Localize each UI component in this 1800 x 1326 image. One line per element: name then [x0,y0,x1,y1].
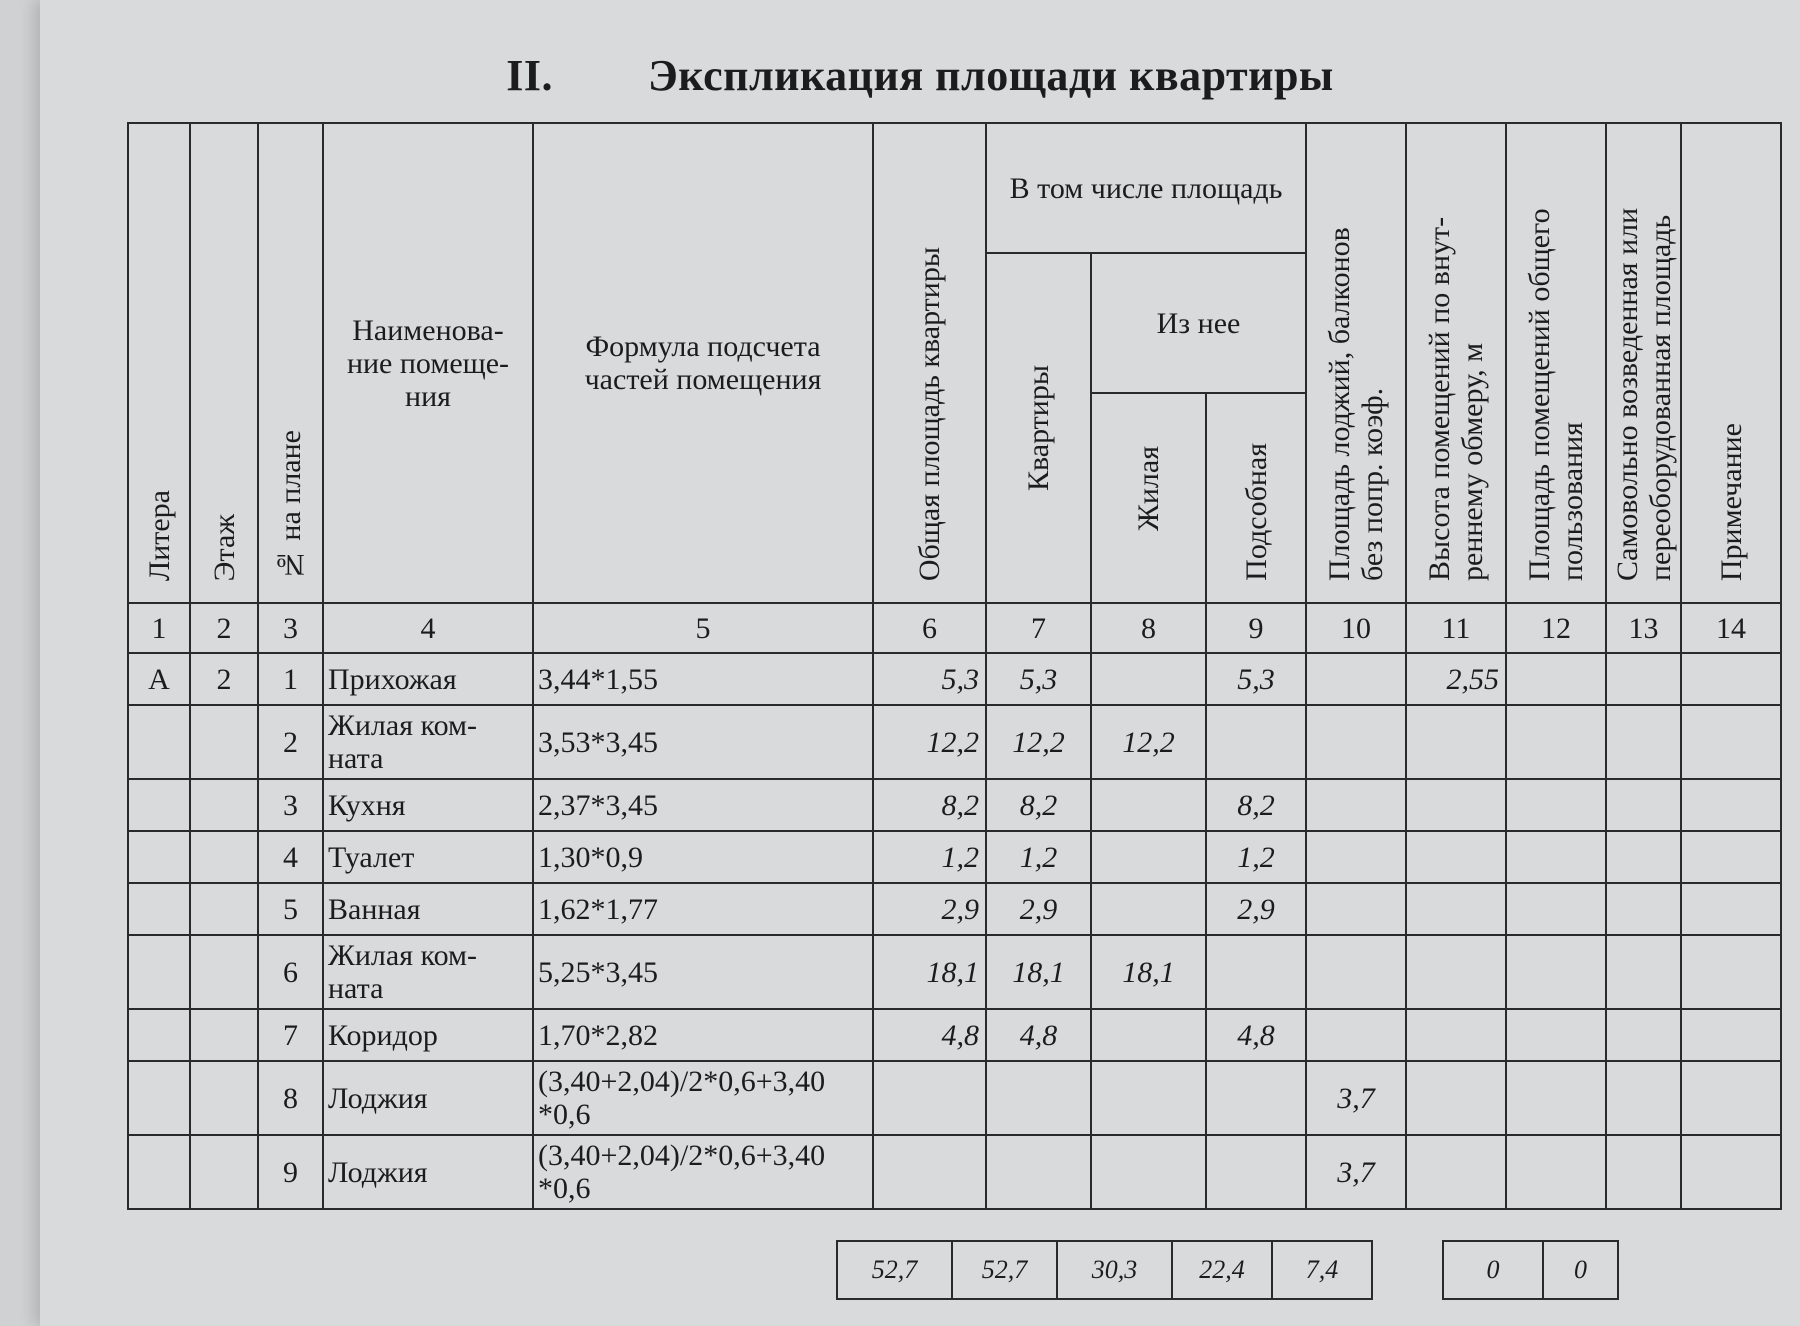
cell-samovolno [1606,1009,1681,1061]
cell-kvartiry: 4,8 [986,1009,1091,1061]
cell-kvartiry [986,1061,1091,1135]
cell-samovolno [1606,1135,1681,1209]
cell-zhilaya [1091,1135,1206,1209]
cell-samovolno [1606,653,1681,705]
col-number: 9 [1206,603,1306,653]
cell-room-name: Ванная [323,883,533,935]
table-row [128,653,1781,705]
cell-vysota [1406,779,1506,831]
header-vtom: В том числе площадь [986,123,1306,253]
table-row [128,779,1781,831]
cell-room-name: Кухня [323,779,533,831]
cell-podsobnaya [1206,1061,1306,1135]
cell-obshego [1506,1061,1606,1135]
cell-primechanie [1681,831,1781,883]
cell-total-area: 5,3 [873,653,986,705]
page-title [40,50,1800,101]
cell-no: 6 [258,935,323,1009]
cell-zhilaya [1091,831,1206,883]
cell-kvartiry [986,1135,1091,1209]
header-iznee: Из нее [1091,253,1306,393]
cell-etazh [190,883,258,935]
table-row [128,935,1781,1009]
cell-no: 2 [258,705,323,779]
table-row [128,705,1781,779]
cell-podsobnaya: 8,2 [1206,779,1306,831]
cell-samovolno [1606,779,1681,831]
cell-total-area: 8,2 [873,779,986,831]
cell-lodzhii: 3,7 [1306,1135,1406,1209]
cell-room-name: Туалет [323,831,533,883]
table-row [128,883,1781,935]
cell-kvartiry: 5,3 [986,653,1091,705]
cell-lodzhii [1306,883,1406,935]
cell-room-name: Жилая ком-ната [323,935,533,1009]
cell-room-name: Лоджия [323,1061,533,1135]
cell-lodzhii [1306,831,1406,883]
cell-no: 9 [258,1135,323,1209]
cell-obshego [1506,705,1606,779]
header-lodzhii: Площадь лоджий, балконов без попр. коэф. [1306,123,1406,603]
cell-kvartiry: 18,1 [986,935,1091,1009]
header-kvartiry: Квартиры [986,253,1091,603]
col-number: 3 [258,603,323,653]
cell-lodzhii [1306,705,1406,779]
cell-lodzhii: 3,7 [1306,1061,1406,1135]
cell-podsobnaya: 5,3 [1206,653,1306,705]
cell-kvartiry: 12,2 [986,705,1091,779]
header-podsobnaya: Подсобная [1206,393,1306,603]
cell-podsobnaya [1206,935,1306,1009]
col-number: 6 [873,603,986,653]
col-number: 14 [1681,603,1781,653]
cell-zhilaya: 18,1 [1091,935,1206,1009]
cell-lodzhii [1306,779,1406,831]
cell-formula: 5,25*3,45 [533,935,873,1009]
cell-primechanie [1681,653,1781,705]
column-number-row [128,603,1781,653]
cell-etazh [190,1135,258,1209]
cell-primechanie [1681,705,1781,779]
cell-kvartiry: 2,9 [986,883,1091,935]
cell-primechanie [1681,779,1781,831]
cell-samovolno [1606,935,1681,1009]
col-number: 5 [533,603,873,653]
total-lodzhii: 7,4 [1272,1241,1372,1299]
table-row [128,1061,1781,1135]
cell-room-name: Лоджия [323,1135,533,1209]
cell-zhilaya [1091,1061,1206,1135]
cell-samovolno [1606,705,1681,779]
cell-vysota [1406,705,1506,779]
cell-etazh [190,1061,258,1135]
total-obshego: 0 [1443,1241,1543,1299]
cell-etazh [190,779,258,831]
cell-formula: (3,40+2,04)/2*0,6+3,40 *0,6 [533,1061,873,1135]
table-row [128,831,1781,883]
cell-litera [128,779,190,831]
col-number: 11 [1406,603,1506,653]
cell-obshego [1506,1009,1606,1061]
totals-extra [1442,1240,1619,1300]
cell-kvartiry: 1,2 [986,831,1091,883]
totals-main [836,1240,1373,1300]
cell-litera [128,935,190,1009]
cell-no: 4 [258,831,323,883]
col-number: 13 [1606,603,1681,653]
cell-no: 1 [258,653,323,705]
cell-total-area [873,1135,986,1209]
cell-primechanie [1681,935,1781,1009]
cell-etazh [190,705,258,779]
total-samovolno: 0 [1543,1241,1618,1299]
cell-samovolno [1606,1061,1681,1135]
cell-room-name: Коридор [323,1009,533,1061]
cell-lodzhii [1306,1009,1406,1061]
cell-zhilaya [1091,1009,1206,1061]
header-total: Общая площадь квартиры [873,123,986,603]
section-number: II. [506,51,553,100]
document-sheet [40,0,1800,1326]
cell-zhilaya [1091,653,1206,705]
cell-formula: 3,53*3,45 [533,705,873,779]
cell-vysota [1406,935,1506,1009]
col-number: 7 [986,603,1091,653]
cell-obshego [1506,883,1606,935]
col-number: 10 [1306,603,1406,653]
cell-podsobnaya [1206,1135,1306,1209]
cell-samovolno [1606,883,1681,935]
cell-formula: (3,40+2,04)/2*0,6+3,40 *0,6 [533,1135,873,1209]
col-number: 8 [1091,603,1206,653]
cell-vysota [1406,883,1506,935]
cell-formula: 1,30*0,9 [533,831,873,883]
col-number: 12 [1506,603,1606,653]
cell-podsobnaya: 4,8 [1206,1009,1306,1061]
cell-etazh [190,935,258,1009]
cell-litera: А [128,653,190,705]
total-area: 52,7 [837,1241,952,1299]
header-vysota: Высота помещений по внут-реннему обмеру, м [1406,123,1506,603]
cell-primechanie [1681,1061,1781,1135]
col-number: 4 [323,603,533,653]
header-litera: Литера [128,123,190,603]
cell-no: 7 [258,1009,323,1061]
total-kvartiry: 52,7 [952,1241,1057,1299]
cell-room-name: Жилая ком-ната [323,705,533,779]
cell-total-area: 1,2 [873,831,986,883]
cell-litera [128,1135,190,1209]
cell-litera [128,1061,190,1135]
header-obshego: Площадь помещений общего пользования [1506,123,1606,603]
cell-formula: 1,70*2,82 [533,1009,873,1061]
cell-litera [128,831,190,883]
cell-vysota [1406,1135,1506,1209]
cell-no: 8 [258,1061,323,1135]
cell-litera [128,1009,190,1061]
cell-formula: 3,44*1,55 [533,653,873,705]
cell-total-area: 4,8 [873,1009,986,1061]
header-no: № на плане [258,123,323,603]
cell-podsobnaya [1206,705,1306,779]
col-number: 1 [128,603,190,653]
cell-total-area: 12,2 [873,705,986,779]
table-row [128,1135,1781,1209]
cell-samovolno [1606,831,1681,883]
header-name: Наименова-ние помеще-ния [323,123,533,603]
total-podsobnaya: 22,4 [1172,1241,1272,1299]
cell-vysota [1406,831,1506,883]
col-number: 2 [190,603,258,653]
cell-podsobnaya: 2,9 [1206,883,1306,935]
cell-zhilaya [1091,779,1206,831]
cell-litera [128,883,190,935]
cell-obshego [1506,831,1606,883]
cell-vysota: 2,55 [1406,653,1506,705]
cell-obshego [1506,653,1606,705]
header-samovolno: Самовольно возведенная или переоборудованная площадь [1606,123,1681,603]
cell-etazh: 2 [190,653,258,705]
cell-room-name: Прихожая [323,653,533,705]
cell-total-area: 18,1 [873,935,986,1009]
cell-etazh [190,831,258,883]
cell-vysota [1406,1061,1506,1135]
explication-table [127,122,1782,1210]
cell-vysota [1406,1009,1506,1061]
cell-primechanie [1681,1009,1781,1061]
cell-zhilaya [1091,883,1206,935]
cell-obshego [1506,1135,1606,1209]
cell-kvartiry: 8,2 [986,779,1091,831]
table-row [128,1009,1781,1061]
cell-obshego [1506,935,1606,1009]
cell-obshego [1506,779,1606,831]
cell-primechanie [1681,1135,1781,1209]
cell-no: 3 [258,779,323,831]
cell-podsobnaya: 1,2 [1206,831,1306,883]
cell-litera [128,705,190,779]
cell-total-area: 2,9 [873,883,986,935]
cell-primechanie [1681,883,1781,935]
header-formula: Формула подсчета частей помещения [533,123,873,603]
header-zhilaya: Жилая [1091,393,1206,603]
cell-total-area [873,1061,986,1135]
header-etazh: Этаж [190,123,258,603]
cell-etazh [190,1009,258,1061]
cell-formula: 1,62*1,77 [533,883,873,935]
total-zhilaya: 30,3 [1057,1241,1172,1299]
title-text: Экспликация площади квартиры [647,51,1334,100]
cell-zhilaya: 12,2 [1091,705,1206,779]
cell-lodzhii [1306,935,1406,1009]
cell-lodzhii [1306,653,1406,705]
header-primechanie: Примечание [1681,123,1781,603]
cell-no: 5 [258,883,323,935]
cell-formula: 2,37*3,45 [533,779,873,831]
